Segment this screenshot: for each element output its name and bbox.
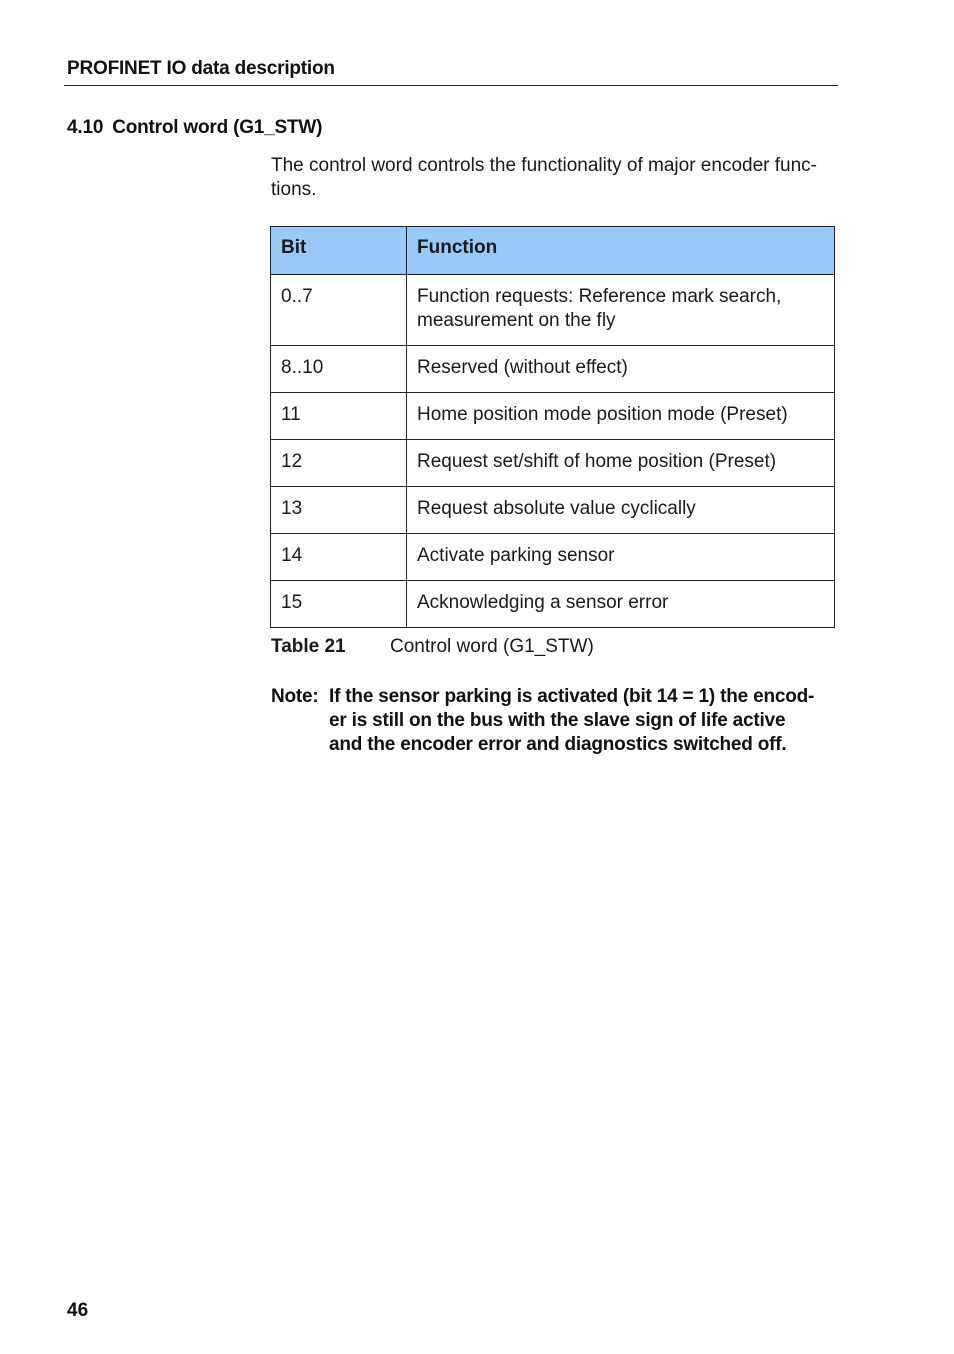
function-line: Acknowledging a sensor error bbox=[417, 592, 669, 613]
table-row bbox=[271, 581, 835, 628]
section-title: Control word (G1_STW) bbox=[112, 117, 323, 138]
bit-cell: 13 bbox=[271, 487, 407, 534]
function-cell bbox=[407, 534, 835, 581]
table-row bbox=[271, 393, 835, 440]
function-cell bbox=[407, 581, 835, 628]
intro-line: tions. bbox=[271, 179, 317, 200]
function-cell bbox=[407, 487, 835, 534]
column-header-function: Function bbox=[407, 227, 835, 275]
column-header-bit: Bit bbox=[271, 227, 407, 275]
table-caption bbox=[271, 636, 594, 658]
header-rule bbox=[64, 85, 838, 86]
section-heading bbox=[67, 117, 322, 139]
note-body bbox=[329, 685, 841, 757]
function-line: Activate parking sensor bbox=[417, 545, 615, 566]
caption-text: Control word (G1_STW) bbox=[390, 636, 594, 657]
control-word-table bbox=[270, 226, 835, 628]
note-line: and the encoder error and diagnostics switched off. bbox=[329, 734, 787, 755]
table-row bbox=[271, 440, 835, 487]
function-cell bbox=[407, 393, 835, 440]
function-line: Reserved (without effect) bbox=[417, 357, 628, 378]
running-header: PROFINET IO data description bbox=[67, 58, 335, 79]
note-label: Note: bbox=[271, 686, 319, 707]
function-line: Request absolute value cyclically bbox=[417, 498, 696, 519]
intro-line: The control word controls the functionality of major encoder func- bbox=[271, 155, 817, 176]
function-line: Function requests: Reference mark search, bbox=[417, 286, 782, 307]
table-header-row bbox=[271, 227, 835, 275]
function-line: Request set/shift of home position (Preset) bbox=[417, 451, 777, 472]
table-row bbox=[271, 346, 835, 393]
function-line: Home position mode position mode (Preset) bbox=[417, 404, 788, 425]
note-line: er is still on the bus with the slave sign of life active bbox=[329, 710, 786, 731]
intro-paragraph bbox=[271, 154, 837, 202]
page-number: 46 bbox=[67, 1300, 89, 1321]
function-cell bbox=[407, 275, 835, 346]
section-number: 4.10 bbox=[67, 117, 104, 138]
bit-cell: 12 bbox=[271, 440, 407, 487]
table-row bbox=[271, 487, 835, 534]
function-line: measurement on the fly bbox=[417, 310, 616, 331]
function-cell bbox=[407, 346, 835, 393]
table-row bbox=[271, 275, 835, 346]
bit-cell: 8..10 bbox=[271, 346, 407, 393]
table-row bbox=[271, 534, 835, 581]
note-line: If the sensor parking is activated (bit 14 = 1) the encod- bbox=[329, 686, 815, 707]
bit-cell: 11 bbox=[271, 393, 407, 440]
bit-cell: 0..7 bbox=[271, 275, 407, 346]
bit-cell: 15 bbox=[271, 581, 407, 628]
bit-cell: 14 bbox=[271, 534, 407, 581]
function-cell bbox=[407, 440, 835, 487]
caption-label: Table 21 bbox=[271, 636, 346, 657]
note-block bbox=[271, 685, 841, 757]
